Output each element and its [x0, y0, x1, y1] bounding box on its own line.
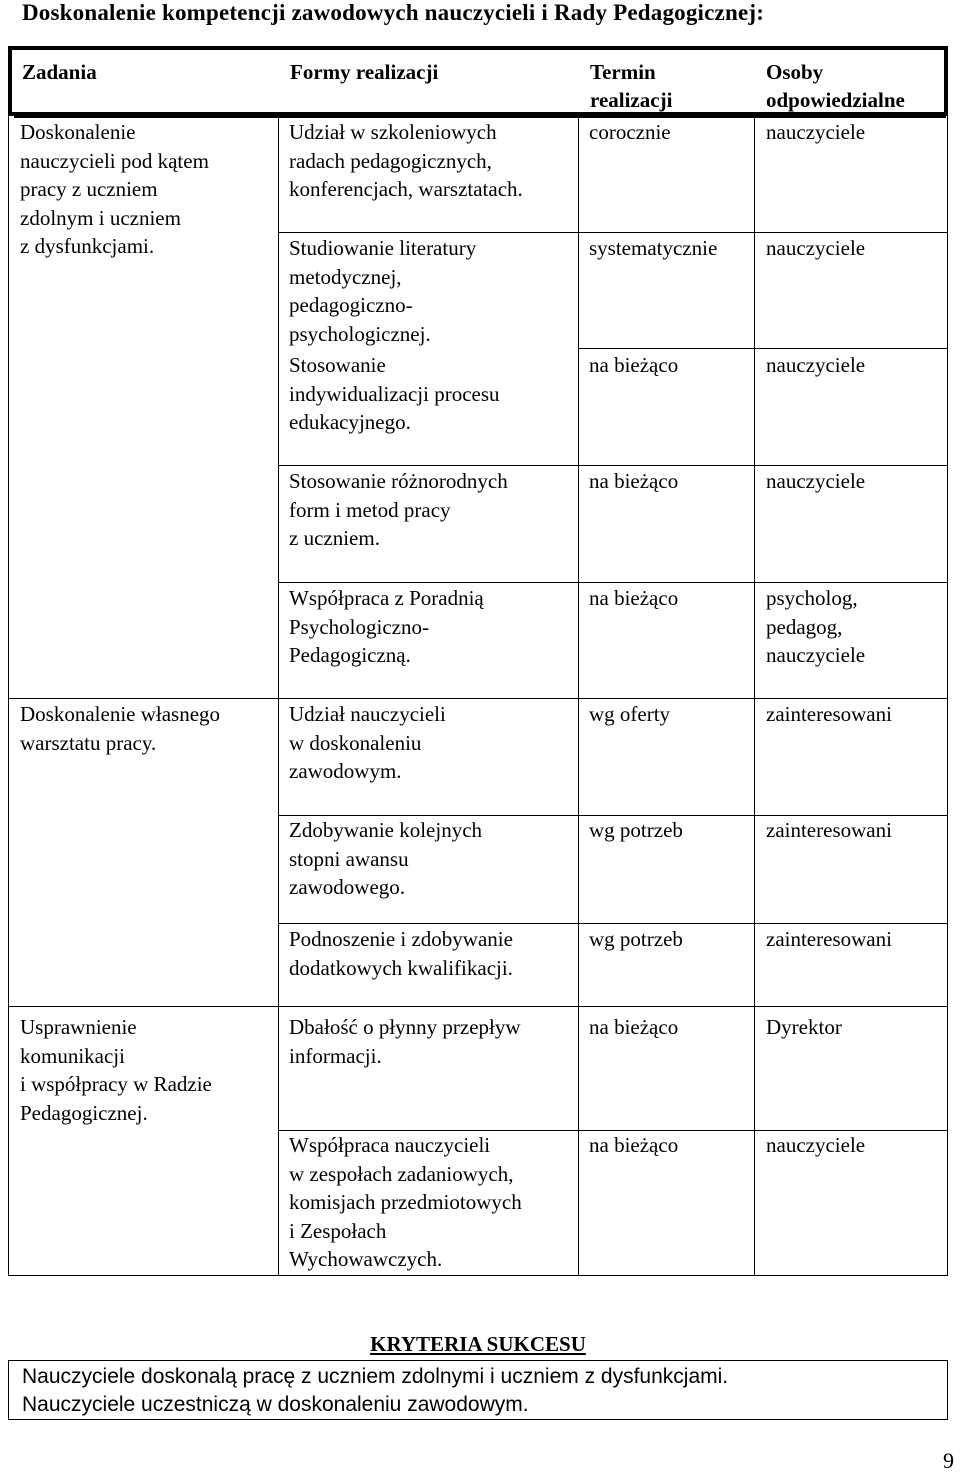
termin-cell: na bieżąco [589, 1133, 679, 1157]
forma-cell: Podnoszenie i zdobywanie dodatkowych kwalifikacji. [289, 927, 513, 980]
plan-table [8, 46, 948, 1276]
border-left [8, 116, 9, 1276]
row-divider [578, 348, 948, 349]
task-cell: Doskonalenie własnego warsztatu pracy. [20, 702, 221, 755]
group-divider-2 [8, 1006, 948, 1007]
forma-cell: Udział nauczycieli w doskonaleniu zawodowym. [289, 702, 446, 783]
header-osoby: Osoby odpowiedzialne [766, 60, 905, 112]
col-divider-2 [578, 116, 579, 1276]
osoby-cell: nauczyciele [766, 353, 866, 377]
osoby-cell: nauczyciele [766, 236, 866, 260]
osoby-cell: psycholog, pedagog, nauczyciele [766, 586, 866, 667]
task-cell: Doskonalenie nauczycieli pod kątem pracy z uczniem zdolnym i uczniem z dysfunkcjami. [20, 120, 209, 258]
border-right [947, 116, 948, 1276]
forma-cell: Stosowanie różnorodnych form i metod pracy z uczniem. [289, 469, 508, 550]
osoby-cell: zainteresowani [766, 818, 892, 842]
kryteria-box [8, 1360, 948, 1420]
kryteria-line: Nauczyciele doskonalą pracę z uczniem zdolnymi i uczniem z dysfunkcjami. [22, 1365, 729, 1388]
osoby-cell: zainteresowani [766, 702, 892, 726]
page-title: Doskonalenie kompetencji zawodowych nauczycieli i Rady Pedagogicznej: [22, 0, 765, 25]
forma-cell: Współpraca nauczycieli w zespołach zadaniowych, komisjach przedmiotowych i Zespołach Wychowawczych. [289, 1133, 522, 1271]
termin-cell: systematycznie [589, 236, 718, 260]
kryteria-title: KRYTERIA SUKCESU [370, 1332, 586, 1356]
termin-cell: na bieżąco [589, 586, 679, 610]
col-divider-3 [754, 116, 755, 1276]
header-zadania: Zadania [22, 60, 97, 84]
termin-cell: na bieżąco [589, 469, 679, 493]
group-divider-1 [8, 698, 948, 699]
termin-cell: wg oferty [589, 702, 671, 726]
forma-cell: Stosowanie indywidualizacji procesu edukacyjnego. [289, 353, 500, 434]
osoby-cell: nauczyciele [766, 120, 866, 144]
forma-cell: Studiowanie literatury metodycznej, pedagogiczno- psychologicznej. [289, 236, 477, 346]
termin-cell: na bieżąco [589, 353, 679, 377]
kryteria-line: Nauczyciele uczestniczą w doskonaleniu zawodowym. [22, 1393, 529, 1416]
forma-cell: Udział w szkoleniowych radach pedagogicznych, konferencjach, warsztatach. [289, 120, 523, 201]
header-termin: Termin realizacji [590, 60, 673, 112]
row-divider [278, 232, 948, 233]
forma-cell: Dbałość o płynny przepływ informacji. [289, 1015, 521, 1068]
termin-cell: corocznie [589, 120, 671, 144]
osoby-cell: zainteresowani [766, 927, 892, 951]
header-formy: Formy realizacji [290, 60, 439, 84]
task-cell: Usprawnienie komunikacji i współpracy w Radzie Pedagogicznej. [20, 1015, 212, 1125]
col-divider-1 [278, 116, 279, 1276]
forma-cell: Współpraca z Poradnią Psychologiczno- Pedagogiczną. [289, 586, 484, 667]
table-header [8, 46, 948, 116]
osoby-cell: nauczyciele [766, 1133, 866, 1157]
forma-cell: Zdobywanie kolejnych stopni awansu zawodowego. [289, 818, 483, 899]
osoby-cell: Dyrektor [766, 1015, 842, 1039]
termin-cell: wg potrzeb [589, 818, 683, 842]
row-divider [278, 582, 948, 583]
row-divider [278, 923, 948, 924]
termin-cell: wg potrzeb [589, 927, 683, 951]
osoby-cell: nauczyciele [766, 469, 866, 493]
row-divider [278, 465, 948, 466]
page-number: 9 [943, 1448, 954, 1473]
termin-cell: na bieżąco [589, 1015, 679, 1039]
border-bottom [8, 1275, 948, 1276]
